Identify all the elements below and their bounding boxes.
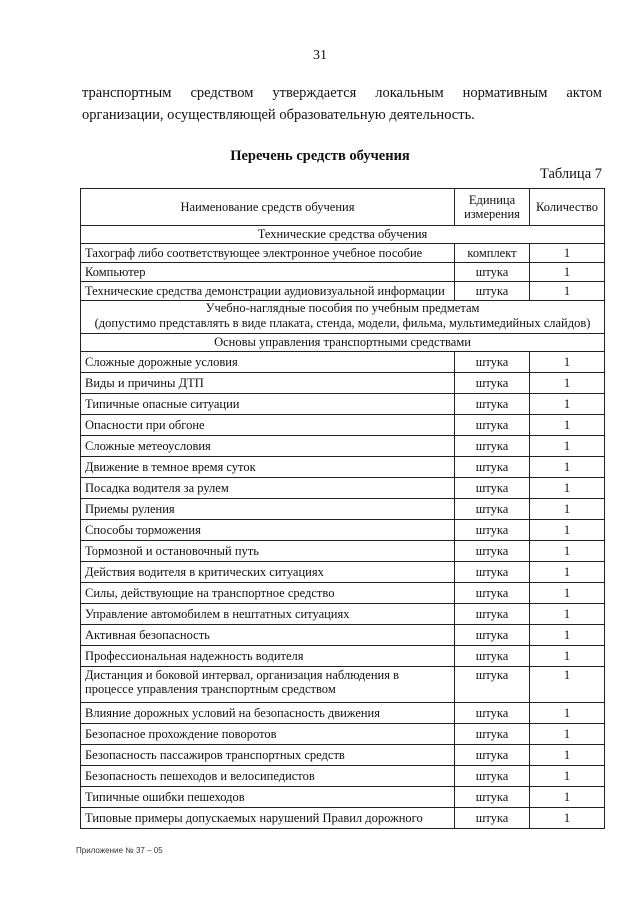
table-row (81, 394, 605, 415)
item-quantity: 1 (530, 457, 605, 478)
section-visual-aids (81, 301, 605, 334)
item-quantity: 1 (530, 724, 605, 745)
item-unit: штука (455, 415, 530, 436)
item-name: Тормозной и остановочный путь (81, 541, 455, 562)
item-name: Тахограф либо соответствующее электронное учебное пособие (81, 244, 455, 263)
item-unit: штука (455, 457, 530, 478)
table-row (81, 562, 605, 583)
item-unit: штука (455, 583, 530, 604)
item-name: Силы, действующие на транспортное средство (81, 583, 455, 604)
item-unit: штука (455, 263, 530, 282)
section-technical (81, 226, 605, 244)
item-unit: штука (455, 541, 530, 562)
item-unit: штука (455, 352, 530, 373)
item-name: Сложные дорожные условия (81, 352, 455, 373)
intro-line-2: организации, осуществляющей образовательную деятельность. (82, 107, 475, 123)
intro-word: средством (190, 85, 254, 101)
technical-row (81, 282, 605, 301)
table-row (81, 583, 605, 604)
item-name: Посадка водителя за рулем (81, 478, 455, 499)
intro-line-1 (82, 82, 602, 104)
table-row (81, 625, 605, 646)
item-quantity: 1 (530, 520, 605, 541)
section-basics-label (81, 334, 605, 352)
item-unit: штука (455, 703, 530, 724)
section-visual-aids-label (81, 301, 605, 334)
table-row (81, 667, 605, 703)
section-technical-label: Технические средства обучения (81, 226, 605, 244)
page-number: 31 (313, 48, 327, 63)
item-name: Опасности при обгоне (81, 415, 455, 436)
intro-word: утверждается (272, 85, 357, 101)
item-name: Технические средства демонстрации аудиовизуальной информации (81, 282, 455, 301)
item-unit: штука (455, 436, 530, 457)
technical-row (81, 263, 605, 282)
item-unit: штука (455, 667, 530, 703)
item-quantity: 1 (530, 244, 605, 263)
item-quantity: 1 (530, 703, 605, 724)
table-row (81, 415, 605, 436)
training-means-table (80, 188, 605, 829)
item-name: Безопасное прохождение поворотов (81, 724, 455, 745)
footer-note: Приложение № 37 – 05 (76, 846, 163, 855)
item-name: Действия водителя в критических ситуациях (81, 562, 455, 583)
list-title: Перечень средств обучения (230, 148, 410, 164)
item-name: Компьютер (81, 263, 455, 282)
table-header-row (81, 189, 605, 226)
item-name: Виды и причины ДТП (81, 373, 455, 394)
item-name: Профессиональная надежность водителя (81, 646, 455, 667)
item-quantity: 1 (530, 499, 605, 520)
section-basics-line: Основы управления транспортными средствами (214, 335, 471, 349)
item-quantity: 1 (530, 541, 605, 562)
item-quantity: 1 (530, 282, 605, 301)
item-quantity: 1 (530, 745, 605, 766)
item-quantity: 1 (530, 478, 605, 499)
table-row (81, 604, 605, 625)
intro-word: локальным (375, 85, 444, 101)
item-unit: штука (455, 745, 530, 766)
table-row (81, 646, 605, 667)
item-name: Движение в темное время суток (81, 457, 455, 478)
table-row (81, 436, 605, 457)
item-unit: штука (455, 766, 530, 787)
item-unit: комплект (455, 244, 530, 263)
item-name: Типичные ошибки пешеходов (81, 787, 455, 808)
item-name: Типовые примеры допускаемых нарушений Правил дорожного (81, 808, 455, 829)
item-quantity: 1 (530, 766, 605, 787)
item-quantity: 1 (530, 646, 605, 667)
item-name: Безопасность пешеходов и велосипедистов (81, 766, 455, 787)
item-unit: штука (455, 520, 530, 541)
item-unit: штука (455, 562, 530, 583)
table-row (81, 520, 605, 541)
item-quantity: 1 (530, 436, 605, 457)
item-name: Типичные опасные ситуации (81, 394, 455, 415)
table-row (81, 478, 605, 499)
item-quantity: 1 (530, 808, 605, 829)
item-unit: штука (455, 373, 530, 394)
item-quantity: 1 (530, 667, 605, 703)
intro-word: транспортным (82, 85, 172, 101)
header-unit: Единица измерения (455, 189, 530, 226)
item-quantity: 1 (530, 625, 605, 646)
item-name: Управление автомобилем в нештатных ситуациях (81, 604, 455, 625)
intro-word: нормативным (462, 85, 548, 101)
item-quantity: 1 (530, 562, 605, 583)
table-row (81, 541, 605, 562)
table-row (81, 703, 605, 724)
table-row (81, 766, 605, 787)
item-quantity: 1 (530, 583, 605, 604)
item-name: Способы торможения (81, 520, 455, 541)
header-qty: Количество (530, 189, 605, 226)
item-quantity: 1 (530, 373, 605, 394)
item-name: Дистанция и боковой интервал, организация наблюдения в процессе управления транспортным средством (81, 667, 455, 703)
item-name: Влияние дорожных условий на безопасность движения (81, 703, 455, 724)
table-row (81, 499, 605, 520)
section-basics (81, 334, 605, 352)
item-quantity: 1 (530, 394, 605, 415)
section-visual-aids-line: Учебно-наглядные пособия по учебным предметам (205, 301, 480, 315)
item-unit: штука (455, 787, 530, 808)
item-name: Приемы руления (81, 499, 455, 520)
technical-row (81, 244, 605, 263)
item-unit: штука (455, 478, 530, 499)
item-unit: штука (455, 646, 530, 667)
item-quantity: 1 (530, 787, 605, 808)
table-row (81, 745, 605, 766)
item-unit: штука (455, 394, 530, 415)
item-quantity: 1 (530, 604, 605, 625)
intro-paragraph (82, 82, 602, 126)
header-name: Наименование средств обучения (81, 189, 455, 226)
section-visual-aids-line: (допустимо представлять в виде плаката, стенда, модели, фильма, мультимедийных слайдов) (94, 316, 591, 330)
item-name: Сложные метеоусловия (81, 436, 455, 457)
item-unit: штука (455, 808, 530, 829)
item-unit: штука (455, 625, 530, 646)
table-row (81, 457, 605, 478)
item-quantity: 1 (530, 415, 605, 436)
table-row (81, 373, 605, 394)
table-row (81, 724, 605, 745)
item-quantity: 1 (530, 352, 605, 373)
table-row (81, 352, 605, 373)
item-unit: штука (455, 604, 530, 625)
item-unit: штука (455, 724, 530, 745)
table-label: Таблица 7 (539, 166, 602, 182)
item-quantity: 1 (530, 263, 605, 282)
item-name: Активная безопасность (81, 625, 455, 646)
intro-word: актом (566, 85, 602, 101)
table-row (81, 787, 605, 808)
item-unit: штука (455, 282, 530, 301)
table-row (81, 808, 605, 829)
item-name: Безопасность пассажиров транспортных средств (81, 745, 455, 766)
item-unit: штука (455, 499, 530, 520)
